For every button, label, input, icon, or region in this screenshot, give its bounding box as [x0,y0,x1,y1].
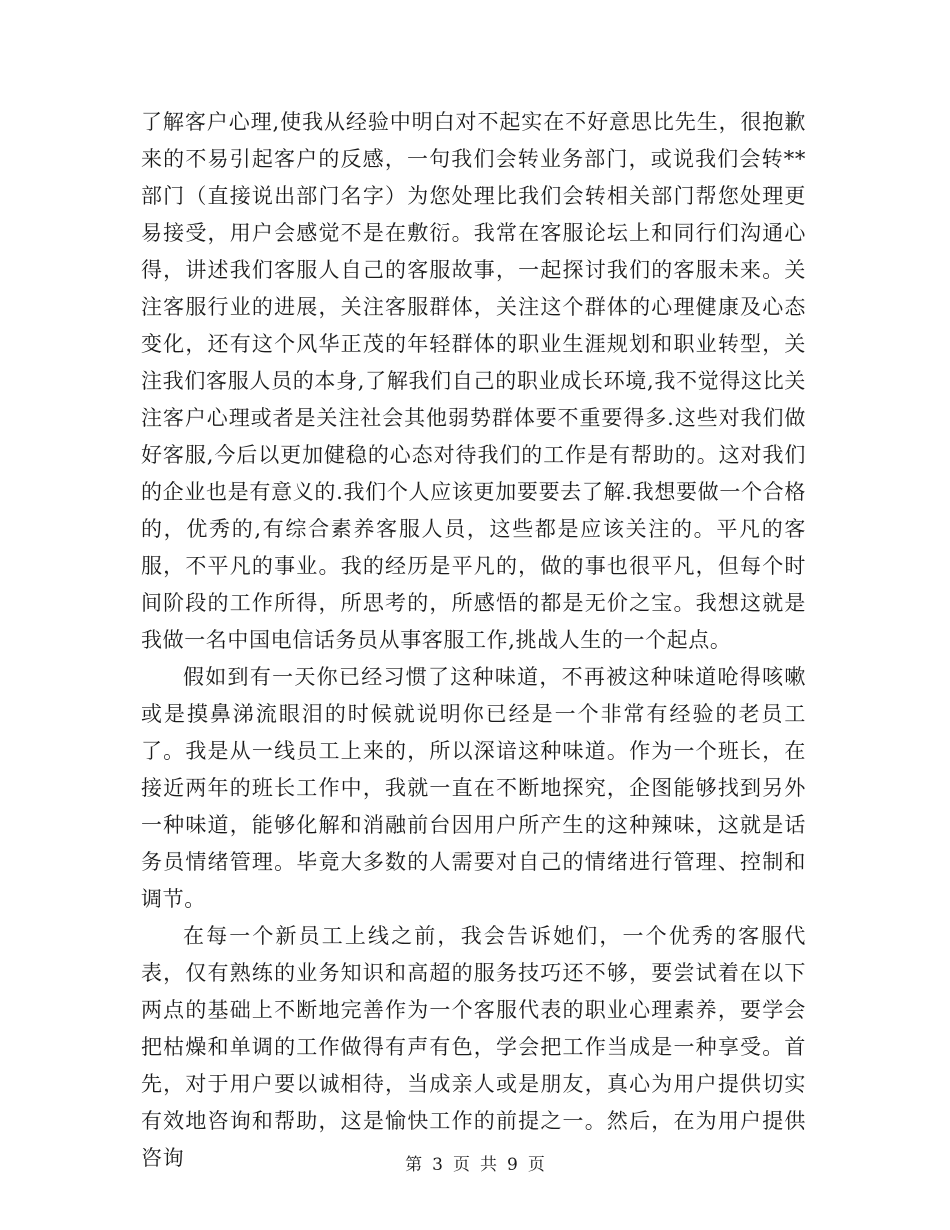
paragraph-3: 在每一个新员工上线之前，我会告诉她们，一个优秀的客服代表，仅有熟练的业务知识和高超的服务技巧还不够，要尝试着在以下两点的基础上不断地完善作为一个客服代表的职业心理素养，要学会把枯燥和单调的工作做得有声有色，学会把工作当成是一种享受。首先，对于用户要以诚相待，当成亲人或是朋友，真心为用户提供切实有效地咨询和帮助，这是愉快工作的前提之一。然后，在为用户提供咨询 [141,924,806,1170]
page-footer [0,1150,950,1175]
document-body [141,104,806,1177]
footer-total-prefix: 共 [480,1155,497,1175]
footer-total-word: 页 [527,1155,545,1175]
footer-prefix: 第 [405,1155,423,1175]
footer-total-pages: 9 [507,1155,518,1175]
footer-page-word: 页 [453,1155,470,1175]
footer-current-page: 3 [432,1155,443,1175]
paragraph-1: 了解客户心理,使我从经验中明白对不起实在不好意思比先生，很抱歉来的不易引起客户的反感，一句我们会转业务部门，或说我们会转**部门（直接说出部门名字）为您处理比我们会转相关部门帮您处理更易接受，用户会感觉不是在敷衍。我常在客服论坛上和同行们沟通心得，讲述我们客服人自己的客服故事，一起探讨我们的客服未来。关注客服行业的进展，关注客服群体，关注这个群体的心理健康及心态变化，还有这个风华正茂的年轻群体的职业生涯规划和职业转型，关注我们客服人员的本身,了解我们自己的职业成长环境,我不觉得这比关注客户心理或者是关注社会其他弱势群体要不重要得多.这些对我们做好客服,今后以更加健稳的心态对待我们的工作是有帮助的。这对我们的企业也是有意义的.我们个人应该更加要要去了解.我想要做一个合格的，优秀的,有综合素养客服人员，这些都是应该关注的。平凡的客服，不平凡的事业。我的经历是平凡的，做的事也很平凡，但每个时间阶段的工作所得，所思考的，所感悟的都是无价之宝。我想这就是我做一名中国电信话务员从事客服工作,挑战人生的一个起点。 [141,110,806,652]
paragraph-2: 假如到有一天你已经习惯了这种味道，不再被这种味道呛得咳嗽或是摸鼻涕流眼泪的时候就说明你已经是一个非常有经验的老员工了。我是从一线员工上来的，所以深谙这种味道。作为一个班长，在接近两年的班长工作中，我就一直在不断地探究，企图能够找到另外一种味道，能够化解和消融前台因用户所产生的这种辣味，这就是话务员情绪管理。毕竟大多数的人需要对自己的情绪进行管理、控制和调节。 [141,665,806,911]
